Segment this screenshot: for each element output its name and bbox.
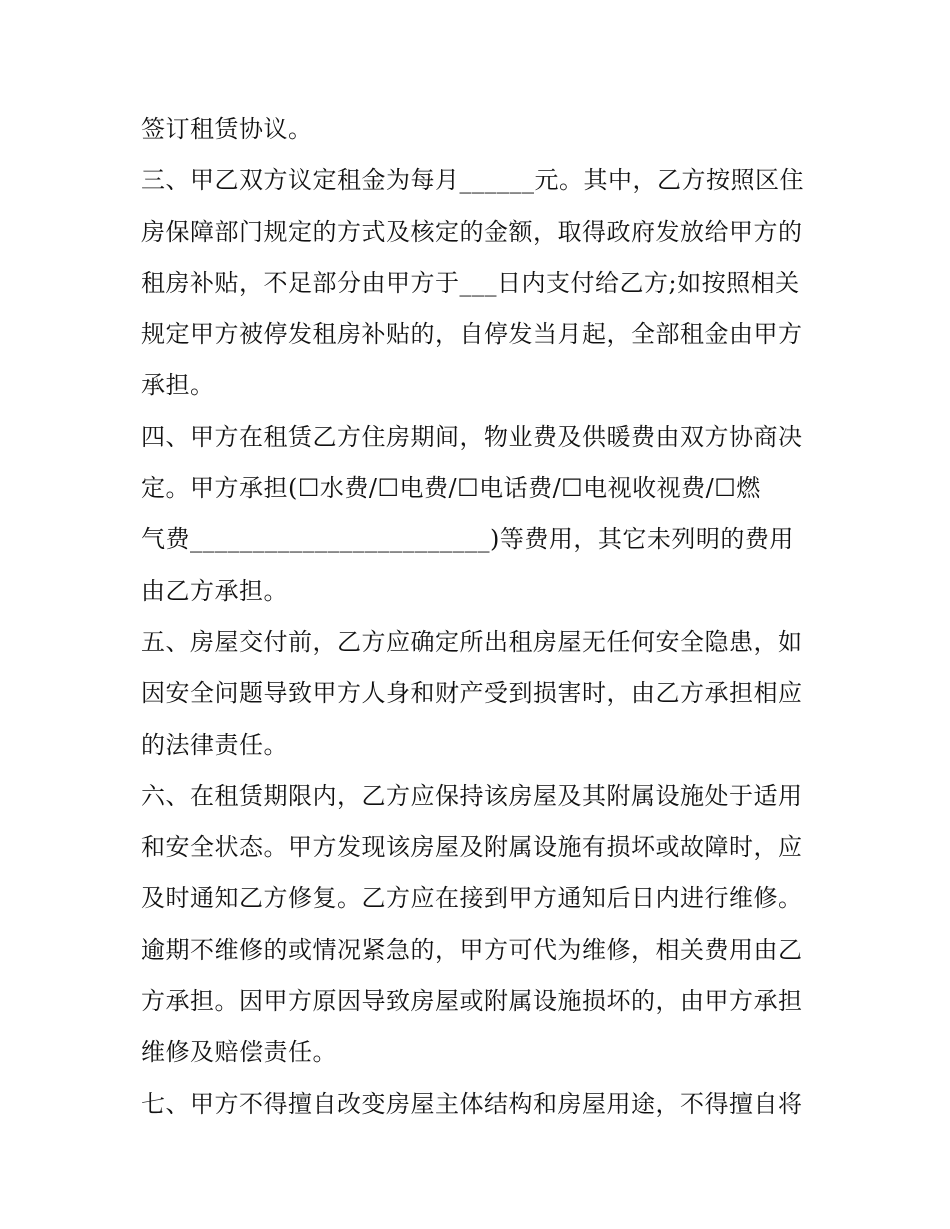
text-line-16: 及时通知乙方修复。乙方应在接到甲方通知后日内进行维修。: [141, 884, 803, 913]
text-line-8: 定。甲方承担(☐水费/☐电费/☐电话费/☐电视收视费/☐燃: [141, 474, 761, 503]
text-line-19: 维修及赔偿责任。: [141, 1038, 337, 1067]
text-line-10: 由乙方承担。: [141, 576, 288, 605]
text-line-3: 房保障部门规定的方式及核定的金额，取得政府发放给甲方的: [141, 217, 803, 246]
text-line-15: 和安全状态。甲方发现该房屋及附属设施有损坏或故障时，应: [141, 833, 803, 862]
text-line-11: 五、房屋交付前，乙方应确定所出租房屋无任何安全隐患，如: [141, 627, 803, 656]
text-line-14: 六、在租赁期限内，乙方应保持该房屋及其附属设施处于适用: [141, 781, 803, 810]
text-line-5: 规定甲方被停发租房补贴的，自停发当月起，全部租金由甲方: [141, 320, 803, 349]
text-line-12: 因安全问题导致甲方人身和财产受到损害时，由乙方承担相应: [141, 679, 803, 708]
text-line-4: 租房补贴，不足部分由甲方于___日内支付给乙方;如按照相关: [141, 268, 800, 297]
text-line-6: 承担。: [141, 371, 215, 400]
text-line-20: 七、甲方不得擅自改变房屋主体结构和房屋用途，不得擅自将: [141, 1089, 803, 1118]
text-line-17: 逾期不维修的或情况紧急的，甲方可代为维修，相关费用由乙: [141, 935, 803, 964]
text-line-7: 四、甲方在租赁乙方住房期间，物业费及供暖费由双方协商决: [141, 422, 803, 451]
text-line-18: 方承担。因甲方原因导致房屋或附属设施损坏的，由甲方承担: [141, 987, 803, 1016]
text-line-1: 签订租赁协议。: [141, 115, 313, 143]
text-line-9: 气费________________________)等费用，其它未列明的费用: [141, 525, 794, 554]
text-line-2: 三、甲乙双方议定租金为每月______元。其中，乙方按照区住: [141, 166, 804, 195]
text-line-13: 的法律责任。: [141, 730, 288, 759]
contract-body: [141, 104, 821, 1130]
